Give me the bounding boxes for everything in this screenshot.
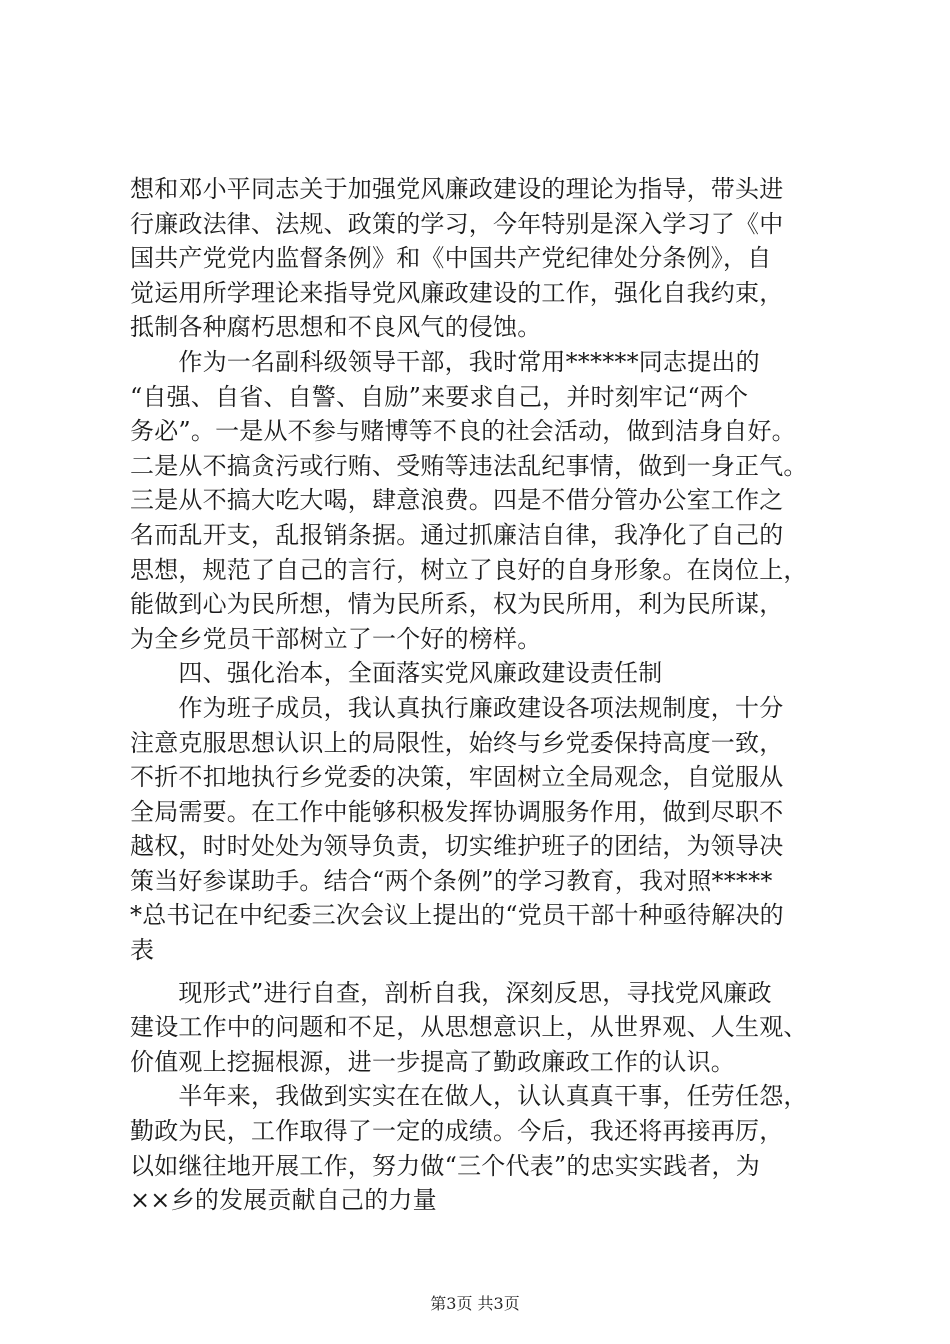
text-line: 注意克服思想认识上的局限性，始终与乡党委保持高度一致，	[130, 728, 784, 757]
text-line: 思想，规范了自己的言行，树立了良好的自身形象。在岗位上，	[130, 555, 808, 584]
section-heading: 四、强化治本，全面落实党风廉政建设责任制	[130, 659, 663, 688]
text-line: 越权，时时处处为领导负责，切实维护班子的团结，为领导决	[130, 832, 784, 861]
text-line: 想和邓小平同志关于加强党风廉政建设的理论为指导，带头进	[130, 175, 784, 203]
paragraph-gap	[130, 968, 830, 976]
text-line: 作为班子成员，我认真执行廉政建设各项法规制度，十分	[130, 693, 784, 722]
text-line: 抵制各种腐朽思想和不良风气的侵蚀。	[130, 313, 542, 342]
text-line: 名而乱开支，乱报销条据。通过抓廉洁自律，我净化了自己的	[130, 520, 784, 549]
text-line: 行廉政法律、法规、政策的学习，今年特别是深入学习了《中	[130, 209, 784, 238]
page-footer	[0, 1291, 950, 1314]
text-line: 现形式”进行自查，剖析自我，深刻反思，寻找党风廉政	[130, 978, 772, 1007]
document-body	[130, 172, 830, 1218]
text-line: 务必”。一是从不参与赌博等不良的社会活动，做到洁身自好。	[130, 417, 796, 446]
text-line: 以如继往地开展工作，努力做“三个代表”的忠实实践者，为	[130, 1151, 760, 1180]
text-line: 全局需要。在工作中能够积极发挥协调服务作用，做到尽职不	[130, 797, 784, 826]
page-number-label: 第3页 共3页	[430, 1294, 520, 1313]
text-line: 能做到心为民所想，情为民所系，权为民所用，利为民所谋，	[130, 590, 784, 619]
text-line: 国共产党党内监督条例》和《中国共产党纪律处分条例》，自	[130, 244, 772, 273]
text-line: 作为一名副科级领导干部，我时常用******同志提出的	[130, 347, 760, 376]
text-line: 不折不扣地执行乡党委的决策，牢固树立全局观念，自觉服从	[130, 763, 784, 792]
text-line: ××乡的发展贡献自己的力量	[130, 1186, 437, 1215]
text-block-1	[130, 172, 830, 968]
text-line: 表	[130, 936, 155, 965]
text-line: “自强、自省、自警、自励”来要求自己，并时刻牢记“两个	[130, 382, 749, 411]
text-line: 二是从不搞贪污或行贿、受贿等违法乱纪事情，做到一身正气。	[130, 451, 808, 480]
text-line: 建设工作中的问题和不足，从思想意识上，从世界观、人生观、	[130, 1013, 808, 1042]
text-line: 半年来，我做到实实在在做人，认认真真干事，任劳任怨，	[130, 1082, 808, 1111]
text-line: 三是从不搞大吃大喝，肆意浪费。四是不借分管办公室工作之	[130, 486, 784, 515]
text-line: 价值观上挖掘根源，进一步提高了勤政廉政工作的认识。	[130, 1047, 735, 1076]
text-line: 勤政为民，工作取得了一定的成绩。今后，我还将再接再厉，	[130, 1117, 784, 1146]
text-line: 觉运用所学理论来指导党风廉政建设的工作，强化自我约束，	[130, 278, 784, 307]
text-line: 策当好参谋助手。结合“两个条例”的学习教育，我对照*****	[130, 866, 773, 895]
text-line: 为全乡党员干部树立了一个好的榜样。	[130, 624, 542, 653]
text-block-2	[130, 976, 830, 1218]
text-line: *总书记在中纪委三次会议上提出的“党员干部十种亟待解决的	[130, 901, 784, 930]
